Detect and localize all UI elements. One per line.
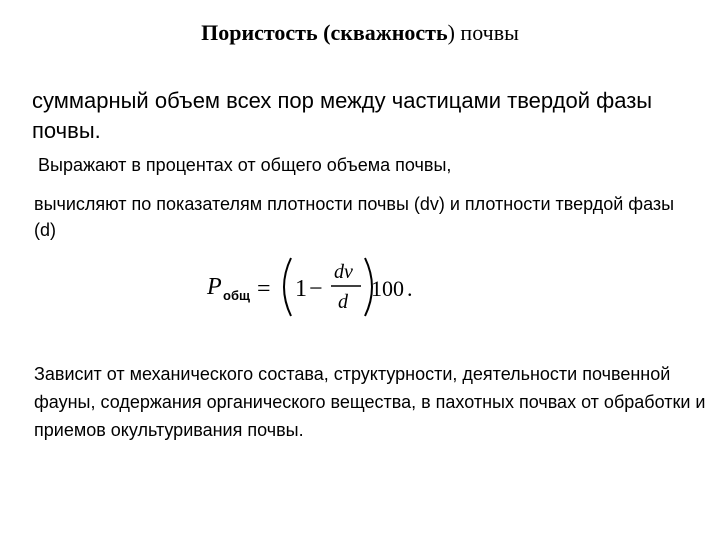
formula-one: 1	[295, 276, 307, 302]
formula-symbol: P	[207, 274, 222, 300]
expressed-paragraph: Выражают в процентах от общего объема почвы,	[38, 155, 452, 175]
page-title	[0, 18, 720, 48]
formula-period: .	[407, 276, 413, 301]
formula-graphic	[205, 254, 425, 320]
formula-numerator: dv	[334, 261, 353, 283]
depends-paragraph: Зависит от механического состава, структурности, деятельности почвенной фауны, содержания органического вещества, в пахотных почвах от обработки и приемов окультуривания почвы.	[34, 364, 706, 440]
formula-equals: =	[257, 276, 271, 302]
formula-multiplier: 100	[371, 276, 404, 301]
porosity-formula	[205, 254, 425, 320]
calculated-paragraph: вычисляют по показателям плотности почвы (dv) и плотности твердой фазы (d)	[34, 194, 675, 240]
formula-subscript: общ	[223, 288, 250, 303]
title-normal-part: ) почвы	[447, 20, 519, 45]
formula-left-paren	[284, 258, 291, 316]
title-bold-part: Пористость (скважность	[201, 20, 448, 45]
formula-denominator: d	[338, 291, 348, 313]
definition-paragraph: суммарный объем всех пор между частицами твердой фазы почвы.	[32, 88, 653, 143]
formula-minus: −	[309, 276, 323, 302]
